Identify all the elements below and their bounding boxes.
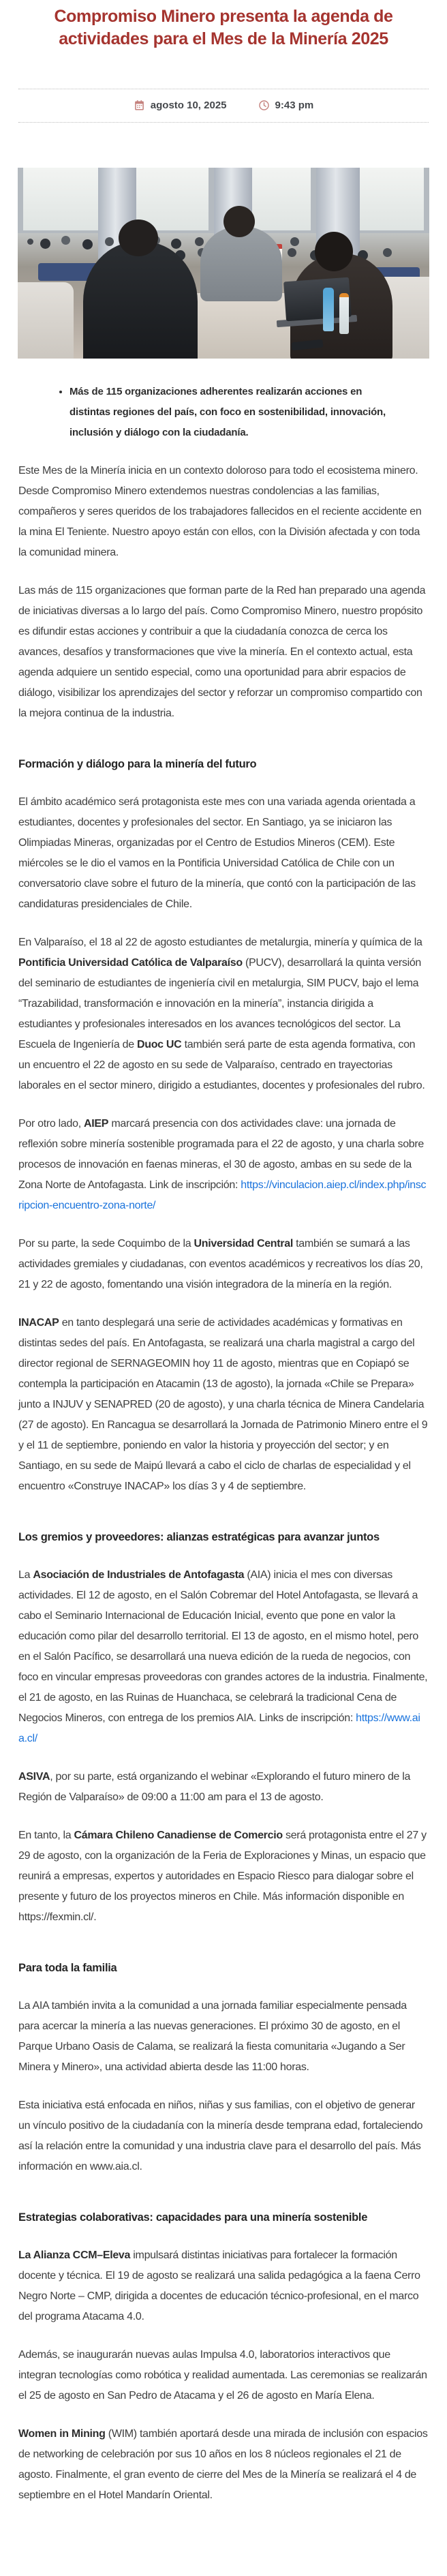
photo-bottle <box>339 293 349 334</box>
text-run: Esta iniciativa está enfocada en niños, niñas y sus familias, con el objetivo de generar un vínculo positivo de la ciudadanía con la minería desde temprana edad, fortaleciendo así la relación entre la comunidad y una industria clave para el desarrollo del país. Más información en www.aia.cl. <box>18 2100 423 2172</box>
photo-bottle <box>323 288 334 331</box>
text-run: Por su parte, la sede Coquimbo de la <box>18 1238 194 1249</box>
highlights-list <box>37 382 410 443</box>
text-run: será protagonista entre el 27 y 29 de agosto, con la organización de la Feria de Exploraciones y Minas, un espacio que reunirá a empresas, expertos y autoridades en Espacio Riesco para dialogar sobre el presente y futuro de los proyectos mineros en Chile. Más información disponible en https://fexmin.cl/. <box>18 1830 427 1923</box>
section-heading: Los gremios y proveedores: alianzas estratégicas para avanzar juntos <box>18 1531 380 1543</box>
text-run: Además, se inaugurarán nuevas aulas Impulsa 4.0, laboratorios interactivos que integran tecnologías como robótica y realidad aumentada. Las ceremonias se realizarán el 25 de agosto en San Pedro de Atacama y el 26 de agosto en María Elena. <box>18 2349 427 2401</box>
text-run: en tanto desplegará una serie de actividades académicas y formativas en distintas sedes del país. En Antofagasta, se realizará una charla magistral a cargo del director regional de SERNAGEOMIN hoy 11 de agosto, mientras que en Copiapó se contempla la participación en Atacamin (13 de agosto), la jornada «Chile se Prepara» junto a INJUV y SENAPRED (20 de agosto), y una charla técnica de Minera Candelaria (27 de agosto). En Rancagua se desarrollará la Jornada de Patrimonio Minero entre el 9 y el 11 de septiembre, poniendo en valor la historia y proyección del sector; y en Santiago, en su sede de Maipú llevará a cabo el ciclo de charlas de especialidad y el encuentro «Construye INACAP» los días 3 y 4 de septiembre. <box>18 1317 428 1492</box>
article-body <box>18 382 429 2506</box>
photo-window <box>23 168 105 230</box>
text-run: marcará presencia con dos actividades clave: una jornada de reflexión sobre minería sostenible programada para el 22 de agosto, y una charla sobre procesos de innovación en faenas mineras, el 30 de agosto, ambas en su sede de la Zona Norte de Antofagasta. Link de inscripción: <box>18 1118 425 1191</box>
photo-chair <box>18 282 74 359</box>
paragraph <box>18 1825 429 1928</box>
photo-person-head <box>315 232 353 271</box>
paragraph <box>18 2424 429 2506</box>
bold-text: Más de 115 organizaciones adherentes realizarán acciones en distintas regiones del país, con foco en sostenibilidad, innovación, inclusión y diálogo con la ciudadanía. <box>70 386 386 438</box>
bold-text: Women in Mining <box>18 2428 106 2440</box>
text-run: impulsará distintas iniciativas para fortalecer la formación docente y técnica. El 19 de agosto se realizará una salida pedagógica a la faena Cerro Negro Norte – CMP, dirigida a docentes de educación técnico-profesional, en el marco del programa Atacama 4.0. <box>18 2249 420 2322</box>
text-run: , por su parte, está organizando el webinar «Explorando el futuro minero de la Región de Valparaíso» de 09:00 a 11:00 am para el 13 de agosto. <box>18 1771 411 1803</box>
paragraph <box>18 581 429 724</box>
bold-text: Cámara Chileno Canadiense de Comercio <box>74 1830 283 1841</box>
post-date-label: agosto 10, 2025 <box>150 100 227 111</box>
list-item <box>70 382 395 443</box>
calendar-icon <box>134 100 145 111</box>
bold-text: AIEP <box>84 1118 109 1130</box>
post-time-label: 9:43 pm <box>275 100 314 111</box>
text-run: Por otro lado, <box>18 1118 84 1130</box>
bold-text: Duoc UC <box>136 1039 182 1050</box>
bold-text: Universidad Central <box>194 1238 293 1249</box>
post-meta <box>18 89 429 123</box>
paragraph <box>18 2345 429 2406</box>
text-run: En Valparaíso, el 18 al 22 de agosto estudiantes de metalurgia, minería y química de la <box>18 937 422 948</box>
post-time <box>258 100 314 111</box>
paragraph <box>18 1565 429 1749</box>
paragraph <box>18 1767 429 1808</box>
text-run: (AIA) inicia el mes con diversas actividades. El 12 de agosto, en el Salón Cobremar del Hotel Antofagasta, se llevará a cabo el Seminario Internacional de Educación Inicial, evento que pone en valor la educación como pilar del desarrollo territorial. El 13 de agosto, en el mismo hotel, pero en el Salón Pacífico, se desarrollará una nueva edición de la rueda de negocios, con foco en vincular empresas proveedoras con grandes actores de la industria. Finalmente, el 21 de agosto, en las Ruinas de Huanchaca, se celebrará la tradicional Cena de Negocios Mineros, con entrega de los premios AIA. Links de inscripción: <box>18 1569 428 1724</box>
section-heading: Para toda la familia <box>18 1962 117 1974</box>
bold-text: INACAP <box>18 1317 59 1329</box>
page-title: Compromiso Minero presenta la agenda de actividades para el Mes de la Minería 2025 <box>54 7 393 48</box>
photo-person-head <box>119 219 158 256</box>
paragraph <box>18 1114 429 1216</box>
text-run: también se sumará a las actividades gremiales y ciudadanas, con eventos académicos y recreativos los días 20, 21 y 22 de agosto, fomentando una visión integradora de la minería en la región. <box>18 1238 423 1290</box>
featured-image <box>18 168 429 359</box>
bold-text: Pontificia Universidad Católica de Valparaíso <box>18 957 243 969</box>
text-run: La AIA también invita a la comunidad a una jornada familiar especialmente pensada para acercar la minería a las nuevas generaciones. El próximo 30 de agosto, en el Parque Urbano Oasis de Calama, se realizará la fiesta comunitaria «Jugando a Ser Minera y Minero», una actividad abierta desde las 11:00 horas. <box>18 2000 407 2073</box>
paragraph <box>18 461 429 563</box>
clock-icon <box>258 100 270 111</box>
photo-person-silhouette <box>200 226 282 301</box>
bold-text: Asociación de Industriales de Antofagasta <box>33 1569 245 1581</box>
paragraph <box>18 933 429 1096</box>
paragraph <box>18 2095 429 2177</box>
bold-text: La Alianza CCM–Eleva <box>18 2249 131 2261</box>
paragraph <box>18 792 429 915</box>
text-run: (PUCV), desarrollará la quinta versión del seminario de estudiantes de ingeniería civil en metalurgia, SIM PUCV, bajo el lema “Trazabilidad, transformación e innovación en la minería”, instancia dirigida a estudiantes y profesionales interesados en los avances tecnológicos del sector. La Escuela de Ingeniería de <box>18 957 422 1050</box>
text-run: El ámbito académico será protagonista este mes con una variada agenda orientada a estudiantes, docentes y profesionales del sector. En Santiago, ya se iniciaron las Olimpiadas Mineras, organizadas por el Centro de Estudios Mineros (CEM). Este miércoles se le dio el vamos en la Pontificia Universidad Católica de Chile con un conversatorio clave sobre el futuro de la minería, que contó con la participación de las candidaturas presidenciales de Chile. <box>18 796 416 910</box>
section-heading: Estrategias colaborativas: capacidades para una minería sostenible <box>18 2211 368 2224</box>
paragraph <box>18 1996 429 2078</box>
paragraph <box>18 1234 429 1295</box>
text-run: (WIM) también aportará desde una mirada de inclusión con espacios de networking de celebración por sus 10 años en los 8 núcleos regionales el 21 de agosto. Finalmente, el gran evento de cierre del Mes de la Minería se realizará el 4 de septiembre en el Hotel Mandarín Oriental. <box>18 2428 428 2501</box>
text-run: también será parte de esta agenda formativa, con un encuentro el 22 de agosto en su sede de Valparaíso, centrado en trayectorias laborales en el sector minero, dirigido a estudiantes, docentes y profesionales del rubro. <box>18 1039 425 1091</box>
section-heading: Formación y diálogo para la minería del futuro <box>18 758 257 770</box>
bold-text: ASIVA <box>18 1771 50 1783</box>
inline-link[interactable]: https://www.aia.cl/ <box>18 1712 420 1744</box>
photo-person-head <box>224 206 255 237</box>
photo-person-silhouette <box>83 241 198 359</box>
post-date <box>134 100 227 111</box>
paragraph <box>18 1313 429 1497</box>
text-run: En tanto, la <box>18 1830 74 1841</box>
inline-link[interactable]: https://vinculacion.aiep.cl/index.php/inscripcion-encuentro-zona-norte/ <box>18 1179 427 1211</box>
photo-crowd-silhouettes <box>27 239 33 245</box>
text-run: La <box>18 1569 33 1581</box>
text-run: Este Mes de la Minería inicia en un contexto doloroso para todo el ecosistema minero. Desde Compromiso Minero extendemos nuestras condolencias a las familias, compañeros y seres queridos de los trabajadores fallecidos en el reciente accidente en la mina El Teniente. Nuestro apoyo están con ellos, con la División afectada y con toda la comunidad minera. <box>18 465 422 558</box>
paragraph <box>18 2245 429 2327</box>
text-run: Las más de 115 organizaciones que forman parte de la Red han preparado una agenda de iniciativas diversas a lo largo del país. Como Compromiso Minero, nuestro propósito es difundir estas acciones y contribuir a que la ciudadanía conozca de cerca los avances, desafíos y transformaciones que vive la minería. En el contexto actual, esta agenda adquiere un sentido especial, como una oportunidad para abrir espacios de diálogo, visibilizar los aprendizajes del sector y reforzar un compromiso compartido con la mejora continua de la industria. <box>18 585 426 719</box>
